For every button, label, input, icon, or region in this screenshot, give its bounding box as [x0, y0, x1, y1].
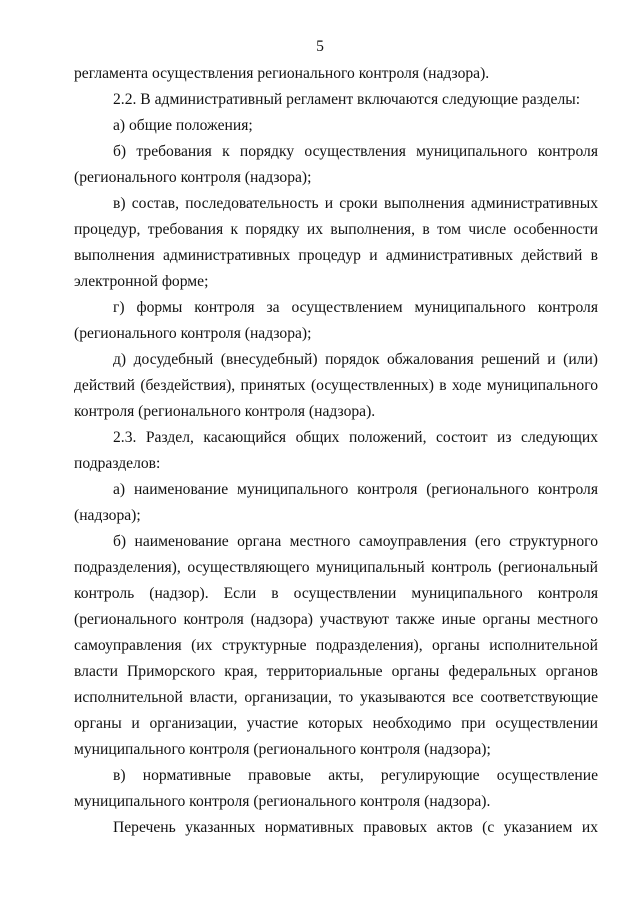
- text-line: контроля (регионального контроля (надзора).: [74, 403, 376, 420]
- text-line: подразделения), осуществляющего муниципальный контроль (региональный: [74, 559, 598, 576]
- paragraph: [74, 113, 598, 139]
- text-line: г) формы контроля за осуществлением муниципального контроля: [113, 299, 598, 316]
- paragraph: [74, 347, 598, 425]
- text-line: выполнения административных процедур и административных действий в: [74, 247, 598, 264]
- text-line: муниципального контроля (регионального контроля (надзора).: [74, 793, 491, 810]
- text-line: регламента осуществления регионального контроля (надзора).: [74, 65, 490, 82]
- text-line: процедур, требования к порядку их выполнения, в том числе особенности: [74, 221, 598, 238]
- paragraph: [74, 295, 598, 347]
- text-line: в) нормативные правовые акты, регулирующие осуществление: [113, 767, 598, 784]
- paragraph: [74, 139, 598, 191]
- text-line: власти Приморского края, территориальные органы федеральных органов: [74, 663, 598, 680]
- paragraph: [74, 477, 598, 529]
- text-line: 2.2. В административный регламент включаются следующие разделы:: [113, 91, 581, 108]
- text-line: муниципального контроля (регионального контроля (надзора);: [74, 741, 491, 758]
- paragraph: [74, 763, 598, 815]
- text-line: в) состав, последовательность и сроки выполнения административных: [113, 195, 598, 212]
- text-line: (регионального контроля (надзора);: [74, 325, 312, 342]
- text-line: а) общие положения;: [113, 117, 253, 134]
- document-body: [74, 61, 598, 841]
- text-line: подразделов:: [74, 455, 161, 472]
- text-line: а) наименование муниципального контроля (регионального контроля: [113, 481, 598, 498]
- text-line: 2.3. Раздел, касающийся общих положений, состоит из следующих: [113, 429, 598, 446]
- text-line: (надзора);: [74, 507, 141, 524]
- text-line: Перечень указанных нормативных правовых актов (с указанием их: [113, 819, 598, 836]
- paragraph: [74, 191, 598, 295]
- text-line: контроль (надзор). Если в осуществлении муниципального контроля: [74, 585, 598, 602]
- paragraph: [74, 87, 598, 113]
- text-line: действий (бездействия), принятых (осуществленных) в ходе муниципального: [74, 377, 598, 394]
- text-line: д) досудебный (внесудебный) порядок обжалования решений и (или): [113, 351, 598, 368]
- paragraph: [74, 815, 598, 841]
- paragraph: [74, 61, 598, 87]
- page-number: 5: [316, 38, 324, 55]
- paragraph: [74, 425, 598, 477]
- text-line: б) требования к порядку осуществления муниципального контроля: [113, 143, 598, 160]
- text-line: электронной форме;: [74, 273, 209, 290]
- text-line: (регионального контроля (надзора);: [74, 169, 312, 186]
- text-line: самоуправления (их структурные подразделения), органы исполнительной: [74, 637, 598, 654]
- paragraph: [74, 529, 598, 763]
- text-line: (регионального контроля (надзора) участвуют также иные органы местного: [74, 611, 598, 628]
- text-line: исполнительной власти, организации, то указываются все соответствующие: [74, 689, 598, 706]
- text-line: органы и организации, участие которых необходимо при осуществлении: [74, 715, 598, 732]
- text-line: б) наименование органа местного самоуправления (его структурного: [113, 533, 598, 550]
